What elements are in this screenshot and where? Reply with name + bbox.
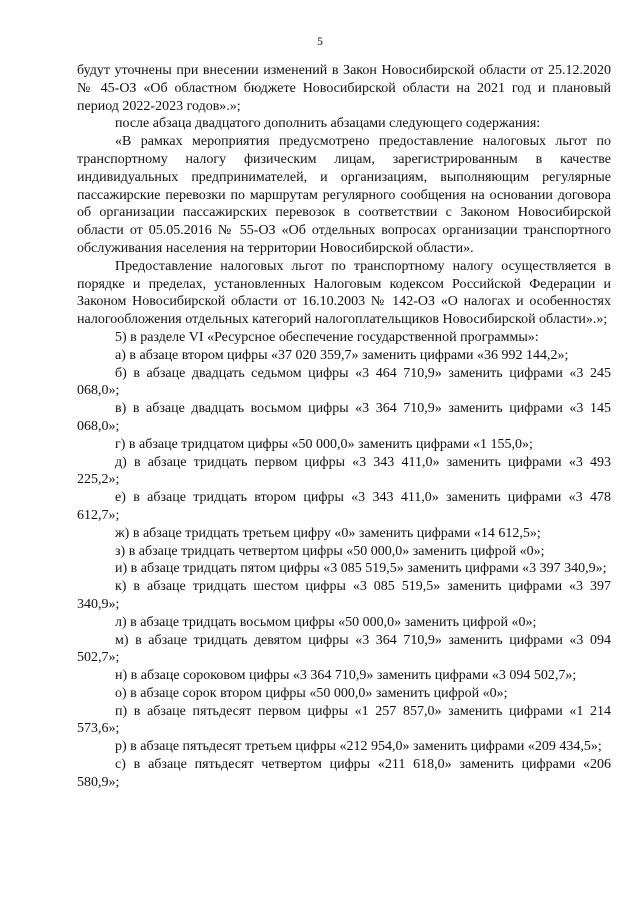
paragraph-intro-continuation: будут уточнены при внесении изменений в Закон Новосибирской области от 25.12.2020 № 45-ОЗ «Об областном бюджете Новосибирской области на 2021 год и плановый период 2022-2023 годов».»; xyxy=(77,63,611,114)
page-number: 5 xyxy=(317,36,323,48)
list-item-zh: ж) в абзаце тридцать третьем цифру «0» заменить цифрами «14 612,5»; xyxy=(115,525,541,541)
list-item-a: а) в абзаце втором цифры «37 020 359,7» заменить цифрами «36 992 144,2»; xyxy=(115,347,569,363)
paragraph-tax-benefit-procedure: Предоставление налоговых льгот по транспортному налогу осуществляется в порядке и пределах, установленных Налоговым кодексом Российской Федерации и Законом Новосибирской области от 16.10.2003 № 142-ОЗ «О налогах и особенностях налогообложения отдельных категорий налогоплательщиков Новосибирской области».»; xyxy=(77,258,611,328)
paragraph-section-vi-heading: 5) в разделе VI «Ресурсное обеспечение государственной программы»: xyxy=(115,329,539,345)
document-body xyxy=(77,62,611,792)
list-item-p: п) в абзаце пятьдесят первом цифры «1 257 857,0» заменить цифрами «1 214 573,6»; xyxy=(77,703,611,737)
list-item-i: и) в абзаце тридцать пятом цифры «3 085 519,5» заменить цифрами «3 397 340,9»; xyxy=(115,561,607,577)
paragraph-tax-benefit-measure: «В рамках мероприятия предусмотрено предоставление налоговых льгот по транспортному налогу физическим лицам, зарегистрированным в качестве индивидуальных предпринимателей, и организациям, выполняющим регулярные пассажирские перевозки по маршрутам регулярного сообщения на основании договора об организации пассажирских перевозок в соответствии с Законом Новосибирской области от 05.05.2016 № 55-ОЗ «Об отдельных вопросах организации транспортного обслуживания населения на территории Новосибирской области». xyxy=(77,134,611,256)
list-item-k: к) в абзаце тридцать шестом цифры «3 085 519,5» заменить цифрами «3 397 340,9»; xyxy=(77,579,611,612)
list-item-m: м) в абзаце тридцать девятом цифры «3 364 710,9» заменить цифрами «3 094 502,7»; xyxy=(77,632,611,666)
list-item-d: д) в абзаце тридцать первом цифры «3 343 411,0» заменить цифрами «3 493 225,2»; xyxy=(77,454,611,488)
paragraph-amendment-instruction: после абзаца двадцатого дополнить абзацами следующего содержания: xyxy=(115,116,541,132)
list-item-e: е) в абзаце тридцать втором цифры «3 343 411,0» заменить цифрами «3 478 612,7»; xyxy=(77,490,611,523)
list-item-s: с) в абзаце пятьдесят четвертом цифры «211 618,0» заменить цифрами «206 580,9»; xyxy=(77,757,611,790)
list-item-r: р) в абзаце пятьдесят третьем цифры «212 954,0» заменить цифрами «209 434,5»; xyxy=(115,739,602,755)
list-item-o: о) в абзаце сорок втором цифры «50 000,0» заменить цифрой «0»; xyxy=(115,685,508,701)
list-item-n: н) в абзаце сороковом цифры «3 364 710,9» заменить цифрами «3 094 502,7»; xyxy=(115,668,577,684)
list-item-g: г) в абзаце тридцатом цифры «50 000,0» заменить цифрами «1 155,0»; xyxy=(115,436,533,452)
list-item-v: в) в абзаце двадцать восьмом цифры «3 364 710,9» заменить цифрами «3 145 068,0»; xyxy=(77,401,611,434)
list-item-b: б) в абзаце двадцать седьмом цифры «3 464 710,9» заменить цифрами «3 245 068,0»; xyxy=(77,365,611,399)
list-item-l: л) в абзаце тридцать восьмом цифры «50 000,0» заменить цифрой «0»; xyxy=(115,614,537,630)
list-item-z: з) в абзаце тридцать четвертом цифры «50 000,0» заменить цифрой «0»; xyxy=(115,543,545,559)
